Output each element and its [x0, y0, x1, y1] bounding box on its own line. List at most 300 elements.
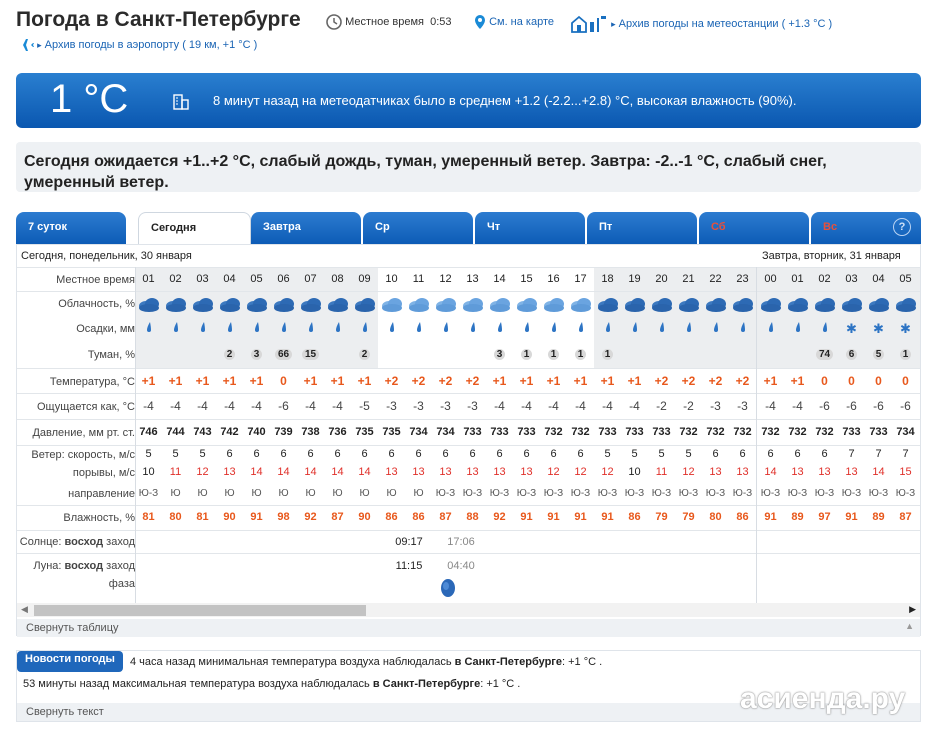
feels-cell: -4 [548, 399, 559, 413]
rain-icon [243, 321, 270, 336]
feels-cell: -4 [251, 399, 262, 413]
pressure-cell: 733 [625, 426, 644, 438]
wind-cell: 5 [658, 448, 665, 460]
pressure-cell: 736 [328, 426, 347, 438]
page-header [16, 6, 926, 34]
cloud-icon [702, 295, 729, 313]
temp-cell: +2 [654, 374, 669, 388]
hour-cell: 04 [223, 273, 236, 285]
dir-cell: Ю-З [543, 488, 564, 499]
rain-icon [405, 321, 432, 336]
temp-cell: 0 [280, 374, 287, 388]
fog-cell: 3 [486, 349, 513, 360]
rain-icon [216, 321, 243, 336]
airplane-icon [16, 38, 34, 52]
current-temp: 1 °C [50, 77, 129, 121]
dir-cell: Ю-З [597, 488, 618, 499]
gust-cell: 14 [331, 466, 344, 478]
humidity-cell: 91 [574, 511, 587, 523]
cloud-icon [378, 295, 405, 313]
cloud-icon [648, 295, 675, 313]
pressure-cell: 743 [193, 426, 212, 438]
rain-icon [297, 321, 324, 336]
tab-today[interactable]: Сегодня [138, 212, 251, 244]
feels-cell: -3 [386, 399, 397, 413]
rain-icon [540, 321, 567, 336]
fog-cell: 1 [540, 349, 567, 360]
humidity-cell: 87 [439, 511, 452, 523]
rain-icon [162, 321, 189, 336]
wind-cell: 6 [442, 448, 449, 460]
collapse-table[interactable]: Свернуть таблицу ▲ [17, 619, 920, 637]
humidity-cell: 79 [682, 511, 695, 523]
wind-cell: 5 [145, 448, 152, 460]
gust-cell: 12 [574, 466, 587, 478]
cloud-icon [838, 295, 865, 313]
gust-cell: 12 [601, 466, 614, 478]
gust-cell: 13 [791, 466, 804, 478]
hour-cell: 23 [736, 273, 749, 285]
feels-cell: -4 [629, 399, 640, 413]
page-title: Погода в Санкт-Петербурге [16, 8, 301, 31]
humidity-cell: 80 [169, 511, 182, 523]
wind-cell: 6 [388, 448, 395, 460]
humidity-cell: 90 [223, 511, 236, 523]
humidity-cell: 97 [818, 511, 831, 523]
wind-cell: 6 [226, 448, 233, 460]
moon-phase-icon [440, 578, 456, 598]
gust-cell: 13 [520, 466, 533, 478]
cloud-icon [189, 295, 216, 313]
temp-cell: +1 [141, 374, 156, 388]
wind-cell: 6 [550, 448, 557, 460]
dir-cell: Ю [197, 488, 208, 499]
wind-cell: 6 [334, 448, 341, 460]
fog-cell: 1 [892, 349, 919, 360]
pressure-cell: 742 [220, 426, 239, 438]
label-precip: Осадки, мм [76, 323, 135, 335]
temp-cell: +1 [763, 374, 778, 388]
gust-cell: 14 [358, 466, 371, 478]
rain-icon [702, 321, 729, 336]
hour-cell: 03 [196, 273, 209, 285]
label-temp: Температура, °C [49, 376, 135, 388]
hour-cell: 07 [304, 273, 317, 285]
dir-cell: Ю [251, 488, 262, 499]
humidity-cell: 86 [736, 511, 749, 523]
news-badge: Новости погоды [17, 651, 123, 672]
gust-cell: 13 [466, 466, 479, 478]
hour-cell: 19 [628, 273, 641, 285]
snow-icon: ✱ [900, 321, 911, 336]
wind-cell: 5 [631, 448, 638, 460]
scroll-right-icon[interactable]: ▶ [909, 604, 916, 614]
cloud-icon [540, 295, 567, 313]
dir-cell: Ю-З [570, 488, 591, 499]
wind-cell: 6 [739, 448, 746, 460]
dir-cell: Ю-З [624, 488, 645, 499]
scroll-left-icon[interactable]: ◀ [21, 604, 28, 614]
label-cloud: Облачность, % [58, 298, 135, 310]
col-divider [135, 267, 136, 603]
label-wind: Ветер: скорость, м/с [31, 449, 135, 461]
temp-cell: +2 [438, 374, 453, 388]
dir-cell: Ю-З [489, 488, 510, 499]
dir-cell: Ю-З [895, 488, 916, 499]
wind-cell: 6 [712, 448, 719, 460]
humidity-cell: 87 [331, 511, 344, 523]
feels-cell: -2 [683, 399, 694, 413]
tab-sat[interactable]: Сб [699, 212, 809, 244]
humidity-cell: 80 [709, 511, 722, 523]
tomorrow-header: Завтра, вторник, 31 января [762, 250, 901, 262]
fog-cell: 74 [811, 349, 838, 360]
rain-icon [784, 321, 811, 336]
humidity-cell: 86 [628, 511, 641, 523]
gust-cell: 14 [250, 466, 263, 478]
news-item: 4 часа назад минимальная температура воздуха наблюдалась в Санкт-Петербурге: +1 °C . [130, 656, 603, 668]
tab-tomorrow[interactable]: Завтра [251, 212, 361, 244]
humidity-cell: 81 [142, 511, 155, 523]
dir-cell: Ю-З [760, 488, 781, 499]
pressure-cell: 733 [652, 426, 671, 438]
temp-cell: +1 [573, 374, 588, 388]
cloud-icon [621, 295, 648, 313]
humidity-cell: 89 [872, 511, 885, 523]
pressure-cell: 744 [166, 426, 185, 438]
hour-cell: 16 [547, 273, 560, 285]
pressure-cell: 740 [247, 426, 266, 438]
hour-cell: 03 [845, 273, 858, 285]
gust-cell: 14 [277, 466, 290, 478]
feels-cell: -4 [224, 399, 235, 413]
wind-cell: 6 [253, 448, 260, 460]
dir-cell: Ю-З [787, 488, 808, 499]
pressure-cell: 733 [517, 426, 536, 438]
humidity-cell: 86 [385, 511, 398, 523]
pressure-cell: 732 [788, 426, 807, 438]
temp-cell: +1 [600, 374, 615, 388]
pressure-cell: 732 [706, 426, 725, 438]
wind-cell: 6 [794, 448, 801, 460]
news-item: 53 минуты назад максимальная температура воздуха наблюдалась в Санкт-Петербурге: +1 °C . [23, 678, 521, 690]
temp-cell: +2 [384, 374, 399, 388]
cloud-icon [216, 295, 243, 313]
gust-cell: 13 [439, 466, 452, 478]
humidity-cell: 91 [547, 511, 560, 523]
rain-icon [567, 321, 594, 336]
hour-cell: 00 [764, 273, 777, 285]
temp-cell: +2 [735, 374, 750, 388]
rain-icon [135, 321, 162, 336]
wind-cell: 6 [307, 448, 314, 460]
temp-cell: +1 [519, 374, 534, 388]
rain-icon [757, 321, 784, 336]
hour-cell: 02 [818, 273, 831, 285]
fog-cell: 3 [243, 349, 270, 360]
feels-cell: -2 [656, 399, 667, 413]
archive-station-link[interactable]: ▸ Архив погоды на метеостанции ( +1.3 °C ) [570, 14, 832, 34]
dir-cell: Ю-З [732, 488, 753, 499]
dir-cell: Ю-З [435, 488, 456, 499]
pressure-cell: 739 [274, 426, 293, 438]
gust-cell: 13 [493, 466, 506, 478]
cloud-icon [594, 295, 621, 313]
feels-cell: -4 [197, 399, 208, 413]
feels-cell: -4 [305, 399, 316, 413]
gust-cell: 12 [196, 466, 209, 478]
pressure-cell: 733 [598, 426, 617, 438]
hour-cell: 12 [439, 273, 452, 285]
hour-cell: 22 [709, 273, 722, 285]
temp-cell: +1 [357, 374, 372, 388]
hour-cell: 17 [574, 273, 587, 285]
tab-fri[interactable]: Пт [587, 212, 697, 244]
feels-cell: -3 [467, 399, 478, 413]
humidity-cell: 79 [655, 511, 668, 523]
clock-icon [326, 14, 342, 30]
temp-cell: +2 [708, 374, 723, 388]
label-humidity: Влажность, % [63, 512, 135, 524]
wind-cell: 6 [280, 448, 287, 460]
rain-icon [513, 321, 540, 336]
scroll-thumb[interactable] [34, 605, 366, 616]
dir-cell: Ю [413, 488, 424, 499]
feels-cell: -4 [602, 399, 613, 413]
wind-cell: 6 [577, 448, 584, 460]
collapse-text[interactable]: Свернуть текст [17, 703, 920, 721]
station-icon [570, 14, 608, 34]
rain-icon [729, 321, 756, 336]
dir-cell: Ю-З [868, 488, 889, 499]
tab-sun-label: Вс [823, 221, 838, 233]
map-link[interactable]: См. на карте [474, 14, 554, 30]
gust-cell: 12 [547, 466, 560, 478]
rain-icon [621, 321, 648, 336]
gust-cell: 13 [736, 466, 749, 478]
humidity-cell: 89 [791, 511, 804, 523]
pressure-cell: 732 [544, 426, 563, 438]
temp-cell: +1 [195, 374, 210, 388]
wind-cell: 6 [415, 448, 422, 460]
rain-icon [324, 321, 351, 336]
gust-cell: 13 [818, 466, 831, 478]
cloud-icon [513, 295, 540, 313]
hour-cell: 04 [872, 273, 885, 285]
gust-cell: 12 [682, 466, 695, 478]
hour-cell: 14 [493, 273, 506, 285]
label-phase: фаза [108, 578, 135, 590]
temp-cell: +2 [411, 374, 426, 388]
temp-cell: +2 [465, 374, 480, 388]
sunrise: 09:17 [395, 536, 423, 548]
rain-icon [811, 321, 838, 336]
archive-airport-link[interactable]: ▸ Архив погоды в аэропорту ( 19 км, +1 °C ) [16, 38, 257, 52]
tab-sun[interactable] [811, 212, 921, 244]
tab-wed[interactable]: Ср [363, 212, 473, 244]
sensor-summary: 8 минут назад на метеодатчиках было в среднем +1.2 (-2.2...+2.8) °C, высокая влажность (90%). [213, 93, 797, 108]
feels-cell: -6 [846, 399, 857, 413]
cloud-icon [675, 295, 702, 313]
dir-cell: Ю [170, 488, 181, 499]
pressure-cell: 734 [409, 426, 428, 438]
cloud-icon [270, 295, 297, 313]
temp-cell: +2 [681, 374, 696, 388]
help-icon[interactable]: ? [893, 218, 911, 236]
sunset: 17:06 [447, 536, 475, 548]
local-time: Местное время 0:53 [326, 14, 452, 30]
rain-icon [594, 321, 621, 336]
cloud-icon [405, 295, 432, 313]
cloud-icon [162, 295, 189, 313]
feels-cell: -3 [737, 399, 748, 413]
hourly-table [16, 244, 921, 636]
feels-cell: -4 [765, 399, 776, 413]
hour-cell: 09 [358, 273, 371, 285]
wind-cell: 6 [821, 448, 828, 460]
fog-cell: 2 [351, 349, 378, 360]
dir-cell: Ю-З [516, 488, 537, 499]
feels-cell: -4 [143, 399, 154, 413]
fog-cell: 2 [216, 349, 243, 360]
temp-cell: +1 [627, 374, 642, 388]
hour-cell: 15 [520, 273, 533, 285]
gust-cell: 14 [764, 466, 777, 478]
pressure-cell: 732 [815, 426, 834, 438]
map-pin-icon [474, 14, 486, 30]
row-moon [17, 553, 920, 604]
cloud-icon [135, 295, 162, 313]
feels-cell: -3 [413, 399, 424, 413]
rain-icon [648, 321, 675, 336]
temp-cell: +1 [492, 374, 507, 388]
cloud-icon [459, 295, 486, 313]
cloud-icon [243, 295, 270, 313]
dir-cell: Ю-З [462, 488, 483, 499]
building-icon [172, 92, 190, 110]
wind-cell: 6 [767, 448, 774, 460]
humidity-cell: 90 [358, 511, 371, 523]
cloud-icon [757, 295, 784, 313]
feels-cell: -3 [440, 399, 451, 413]
fog-cell: 66 [270, 349, 297, 360]
dir-cell: Ю-З [705, 488, 726, 499]
wind-cell: 6 [496, 448, 503, 460]
feels-cell: -6 [873, 399, 884, 413]
label-fog: Туман, % [87, 349, 135, 361]
rain-icon [270, 321, 297, 336]
gust-cell: 13 [845, 466, 858, 478]
collapse-arrow-icon[interactable]: ▲ [905, 621, 914, 631]
gust-cell: 13 [709, 466, 722, 478]
humidity-cell: 91 [764, 511, 777, 523]
feels-cell: -4 [792, 399, 803, 413]
label-feels: Ощущается как, °C [36, 401, 135, 413]
humidity-cell: 86 [412, 511, 425, 523]
gust-cell: 14 [872, 466, 885, 478]
wind-cell: 5 [604, 448, 611, 460]
hour-cell: 01 [142, 273, 155, 285]
moonset: 04:40 [447, 560, 475, 572]
row-fog [17, 342, 920, 368]
hour-cell: 10 [385, 273, 398, 285]
cloud-icon [432, 295, 459, 313]
hour-cell: 18 [601, 273, 614, 285]
moonrise: 11:15 [395, 560, 423, 572]
snow-icon: ✱ [873, 321, 884, 336]
dir-cell: Ю [278, 488, 289, 499]
pressure-cell: 732 [571, 426, 590, 438]
pressure-cell: 746 [139, 426, 158, 438]
pressure-cell: 732 [761, 426, 780, 438]
fog-cell: 1 [513, 349, 540, 360]
temp-cell: 0 [821, 374, 828, 388]
fog-cell: 1 [567, 349, 594, 360]
temp-cell: +1 [249, 374, 264, 388]
hour-cell: 02 [169, 273, 182, 285]
temp-cell: 0 [875, 374, 882, 388]
temp-cell: +1 [330, 374, 345, 388]
humidity-cell: 92 [304, 511, 317, 523]
watermark: асиенда.ру [740, 682, 906, 715]
horizontal-scrollbar[interactable] [17, 603, 920, 617]
fog-cell: 1 [594, 349, 621, 360]
hour-cell: 01 [791, 273, 804, 285]
gust-cell: 11 [655, 466, 668, 478]
gust-cell: 11 [169, 466, 182, 478]
dir-cell: Ю [332, 488, 343, 499]
pressure-cell: 733 [490, 426, 509, 438]
day-divider [756, 267, 757, 603]
label-sun: Солнце: восход заход [19, 536, 135, 548]
row-sun [17, 530, 920, 554]
gust-cell: 10 [628, 466, 641, 478]
hour-cell: 21 [682, 273, 695, 285]
temp-cell: 0 [848, 374, 855, 388]
snow-icon: ✱ [846, 321, 857, 336]
pressure-cell: 733 [869, 426, 888, 438]
humidity-cell: 88 [466, 511, 479, 523]
wind-cell: 5 [685, 448, 692, 460]
rain-icon [378, 321, 405, 336]
feels-cell: -4 [170, 399, 181, 413]
cloud-icon [892, 295, 919, 313]
temp-cell: +1 [168, 374, 183, 388]
dir-cell: Ю [386, 488, 397, 499]
fog-cell: 15 [297, 349, 324, 360]
label-dir: направление [68, 488, 135, 500]
dir-cell: Ю [305, 488, 316, 499]
tab-thu[interactable]: Чт [475, 212, 585, 244]
dir-cell: Ю-З [138, 488, 159, 499]
tab-7-days[interactable]: 7 суток [16, 212, 126, 244]
temp-cell: 0 [902, 374, 909, 388]
wind-cell: 5 [172, 448, 179, 460]
humidity-cell: 91 [520, 511, 533, 523]
pressure-cell: 735 [382, 426, 401, 438]
gust-cell: 10 [142, 466, 155, 478]
pressure-cell: 734 [436, 426, 455, 438]
hour-cell: 13 [466, 273, 479, 285]
feels-cell: -6 [819, 399, 830, 413]
feels-cell: -4 [575, 399, 586, 413]
cloud-icon [486, 295, 513, 313]
humidity-cell: 92 [493, 511, 506, 523]
rain-icon [351, 321, 378, 336]
gust-cell: 13 [223, 466, 236, 478]
humidity-cell: 91 [845, 511, 858, 523]
dir-cell: Ю-З [841, 488, 862, 499]
